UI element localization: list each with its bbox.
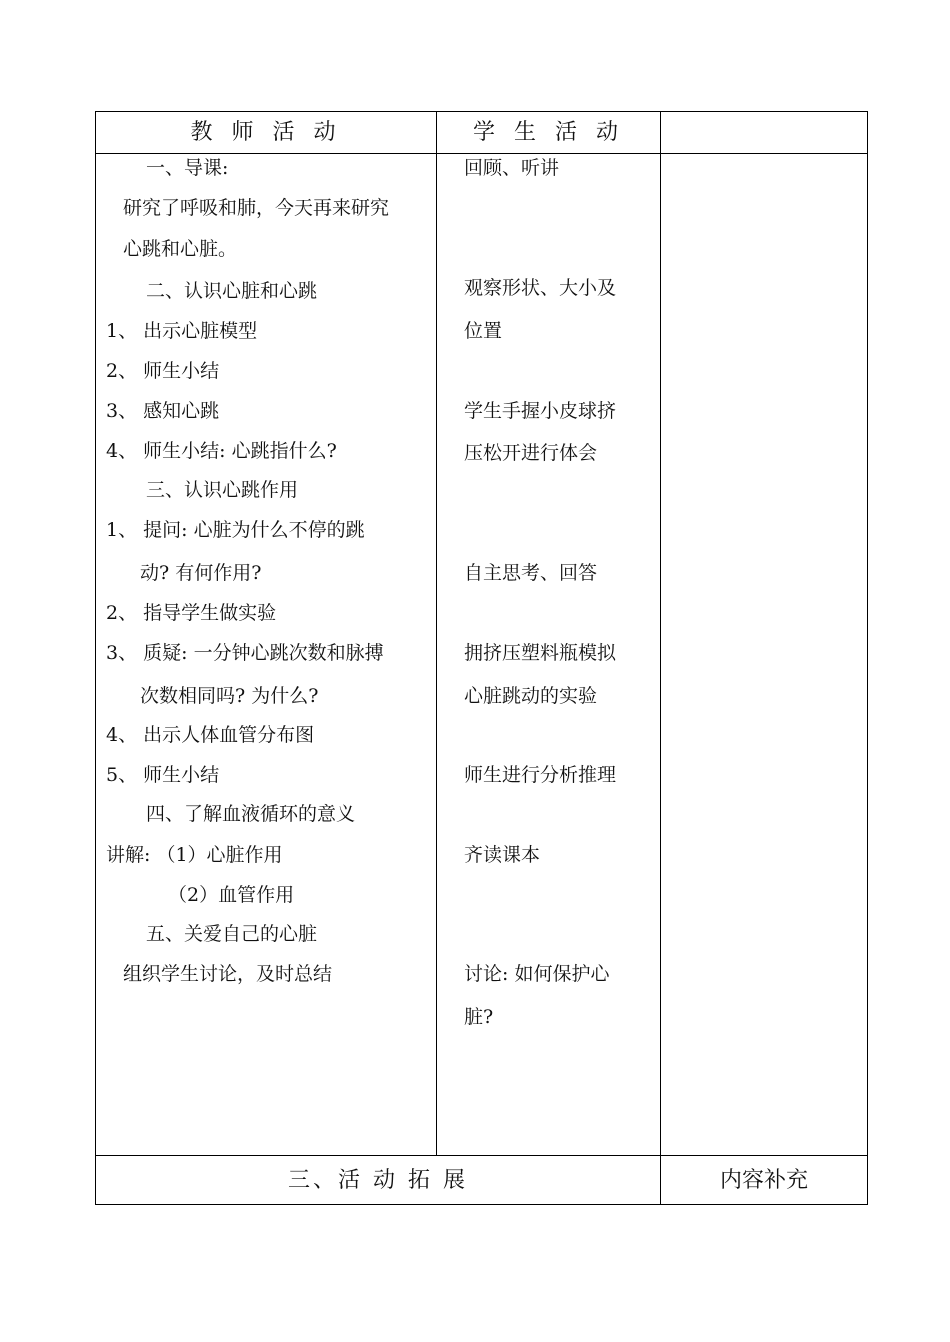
teacher-line: 三、认识心跳作用 xyxy=(146,479,299,501)
lesson-plan-table xyxy=(95,111,868,1205)
teacher-line: 2、 指导学生做实验 xyxy=(106,602,277,624)
teacher-line: 研究了呼吸和肺，今天再来研究 xyxy=(123,197,390,219)
teacher-line: 动? 有何作用? xyxy=(140,562,262,584)
student-line: 师生进行分析推理 xyxy=(464,764,617,786)
student-line: 心脏跳动的实验 xyxy=(464,685,598,707)
teacher-line: 4、 出示人体血管分布图 xyxy=(106,724,315,746)
teacher-line: 1、 出示心脏模型 xyxy=(106,320,258,342)
content-supplement-label: 内容补充 xyxy=(719,1168,808,1193)
student-line: 观察形状、大小及 xyxy=(464,277,617,299)
teacher-line: 1、 提问: 心脏为什么不停的跳 xyxy=(106,519,365,541)
teacher-line: 心跳和心脏。 xyxy=(123,238,238,260)
student-line: 位置 xyxy=(464,320,503,342)
teacher-line: 五、关爱自己的心脏 xyxy=(146,923,318,945)
teacher-line: 四、了解血液循环的意义 xyxy=(146,803,356,825)
notes-header xyxy=(661,112,867,153)
teacher-line: （2）血管作用 xyxy=(168,884,295,906)
teacher-line: 次数相同吗? 为什么? xyxy=(140,685,319,707)
student-line: 讨论: 如何保护心 xyxy=(464,963,610,985)
teacher-line: 一、导课: xyxy=(146,157,229,179)
student-line: 齐读课本 xyxy=(464,844,541,866)
student-line: 拥挤压塑料瓶模拟 xyxy=(464,642,617,664)
column-divider-1 xyxy=(436,112,437,1155)
student-line: 脏? xyxy=(464,1006,494,1028)
teacher-line: 组织学生讨论，及时总结 xyxy=(123,963,333,985)
student-line: 压松开进行体会 xyxy=(464,442,598,464)
column-divider-2 xyxy=(660,112,661,1204)
student-line: 学生手握小皮球挤 xyxy=(464,400,617,422)
teacher-line: 3、 质疑: 一分钟心跳次数和脉搏 xyxy=(106,642,384,664)
teacher-line: 2、 师生小结 xyxy=(106,360,220,382)
teacher-line: 5、 师生小结 xyxy=(106,764,220,786)
teacher-line: 4、 师生小结: 心跳指什么? xyxy=(106,440,337,462)
activity-extension-title: 三、活 动 拓 展 xyxy=(288,1168,468,1193)
teacher-line: 讲解: （1）心脏作用 xyxy=(106,844,283,866)
student-line: 回顾、听讲 xyxy=(464,157,560,179)
teacher-activity-header: 教 师 活 动 xyxy=(190,120,342,145)
student-line: 自主思考、回答 xyxy=(464,562,598,584)
teacher-line: 3、 感知心跳 xyxy=(106,400,220,422)
student-activity-header: 学 生 活 动 xyxy=(473,120,624,145)
teacher-line: 二、认识心脏和心跳 xyxy=(146,280,318,302)
header-divider xyxy=(96,153,867,154)
